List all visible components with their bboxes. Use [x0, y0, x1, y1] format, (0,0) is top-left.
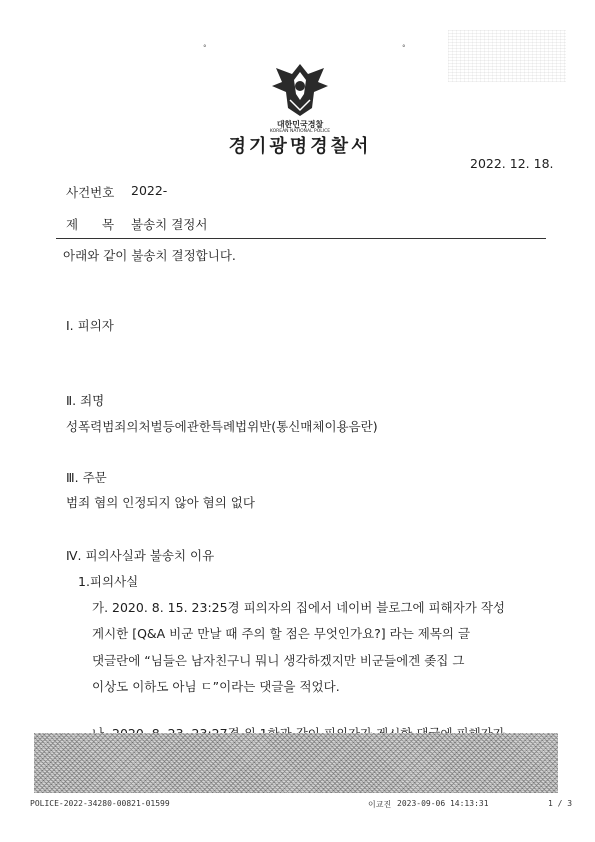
police-emblem — [268, 60, 332, 120]
scan-dot: ° — [203, 44, 207, 52]
document-date: 2022. 12. 18. — [470, 156, 554, 171]
scan-noise-band — [34, 733, 558, 793]
case-number-value: 2022- — [131, 183, 168, 198]
section-2-body: 성폭력범죄의처벌등에관한특례법위반(통신매체이용음란) — [66, 419, 378, 434]
header-divider — [56, 238, 546, 239]
agency-title: 경기광명경찰서 — [228, 136, 372, 157]
section-4-title: Ⅳ. 피의사실과 불송치 이유 — [66, 548, 215, 563]
scan-dot: ° — [402, 44, 406, 52]
paragraph-ga-line-4: 이상도 이하도 아님 ㄷ”이라는 댓글을 적었다. — [92, 679, 340, 694]
scan-noise-box — [448, 30, 566, 82]
subject-label-2: 목 — [102, 217, 115, 232]
emblem-text-ko: 대한민국경찰 — [276, 120, 324, 129]
footer-printed-by: 이교진 — [368, 800, 392, 809]
subject-label-1: 제 — [66, 217, 79, 232]
section-2-title: Ⅱ. 죄명 — [66, 393, 105, 408]
paragraph-ga-line-2: 게시한 [Q&A 비군 만날 때 주의 할 점은 무엇인가요?] 라는 제목의 글 — [92, 626, 471, 641]
footer-page-number: 1 / 3 — [548, 799, 573, 808]
intro-text: 아래와 같이 불송치 결정합니다. — [63, 248, 236, 263]
paragraph-ga-line-3: 댓글란에 “님들은 남자친구니 뭐니 생각하겠지만 비군들에겐 좆집 그 — [92, 653, 465, 668]
footer-doc-id: POLICE-2022-34280-00821-01599 — [30, 799, 170, 808]
section-3-body: 범죄 혐의 인정되지 않아 혐의 없다 — [66, 495, 255, 510]
case-number-label: 사건번호 — [66, 185, 115, 200]
emblem-text-en: KOREAN NATIONAL POLICE — [269, 129, 331, 134]
eagle-emblem-icon — [268, 60, 332, 120]
section-1-title: Ⅰ. 피의자 — [66, 318, 114, 333]
paragraph-ga-line-1: 가. 2020. 8. 15. 23:25경 피의자의 집에서 네이버 블로그에 피해자가 작성 — [92, 600, 505, 615]
section-4-subtitle: 1.피의사실 — [78, 574, 139, 589]
subject-value: 불송치 결정서 — [131, 217, 208, 232]
section-3-title: Ⅲ. 주문 — [66, 470, 107, 485]
footer-printed-at: 2023-09-06 14:13:31 — [397, 799, 489, 808]
